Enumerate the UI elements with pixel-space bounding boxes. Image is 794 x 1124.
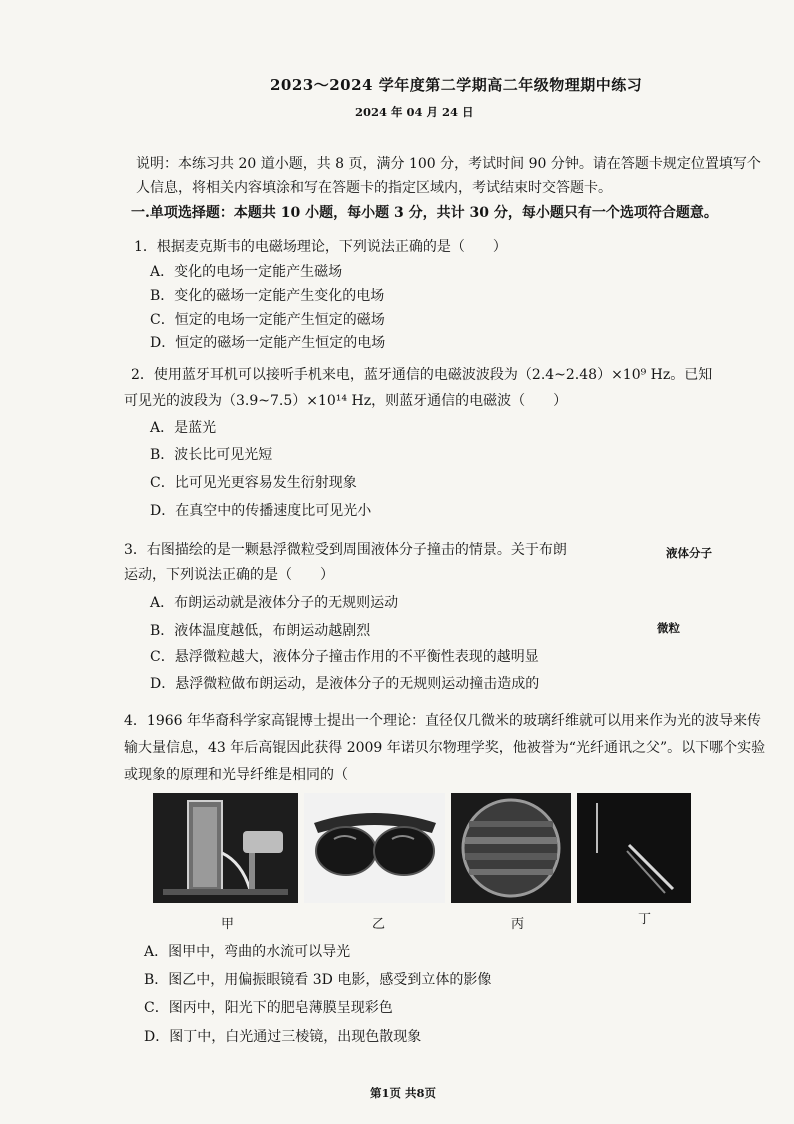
page-title: 2023～2024 学年度第二学期高二年级物理期中练习 bbox=[270, 76, 643, 94]
question-1-option-a: A．变化的电场一定能产生磁场 bbox=[150, 264, 343, 280]
question-3-stem-line2: 运动，下列说法正确的是（ ） bbox=[124, 567, 334, 583]
question-1-option-c: C．恒定的电场一定能产生恒定的磁场 bbox=[150, 312, 385, 328]
question-2-option-d: D．在真空中的传播速度比可见光小 bbox=[150, 503, 372, 519]
exam-date: 2024 年 04 月 24 日 bbox=[355, 105, 474, 119]
caption-ding: 丁 bbox=[638, 912, 652, 927]
page-footer: 第1页 共8页 bbox=[370, 1086, 437, 1100]
figure-label-molecule: 液体分子 bbox=[666, 546, 712, 560]
question-2-option-c: C．比可见光更容易发生衍射现象 bbox=[150, 475, 357, 491]
instructions: 说明：本练习共 20 道小题，共 8 页，满分 100 分，考试时间 90 分钟。请在答题卡规定位置填写个人信息，将相关内容填涂和写在答题卡的指定区域内，考试结束时交答题卡。 bbox=[136, 156, 761, 196]
question-2-option-b: B．波长比可见光短 bbox=[150, 447, 273, 463]
caption-jia: 甲 bbox=[221, 917, 235, 932]
figure-prism-dispersion bbox=[577, 793, 691, 903]
question-1-stem: 1．根据麦克斯韦的电磁场理论，下列说法正确的是（ ） bbox=[134, 239, 507, 255]
caption-bing: 丙 bbox=[511, 917, 525, 932]
question-4-option-a: A．图甲中，弯曲的水流可以导光 bbox=[144, 944, 351, 960]
question-3-option-b: B．液体温度越低，布朗运动越剧烈 bbox=[150, 623, 371, 639]
section-heading: 一.单项选择题：本题共 10 小题，每小题 3 分，共计 30 分，每小题只有一个选项符合题意。 bbox=[131, 205, 718, 221]
question-2-option-a: A．是蓝光 bbox=[150, 420, 217, 436]
question-2-stem-line1: 2．使用蓝牙耳机可以接听手机来电，蓝牙通信的电磁波波段为（2.4~2.48）×10⁹ Hz。已知 bbox=[131, 367, 713, 383]
question-4-option-d: D．图丁中，白光通过三棱镜，出现色散现象 bbox=[144, 1029, 422, 1045]
caption-yi: 乙 bbox=[372, 917, 386, 932]
question-3-stem-line1: 3．右图描绘的是一颗悬浮微粒受到周围液体分子撞击的情景。关于布朗 bbox=[124, 542, 567, 558]
question-4-option-b: B．图乙中，用偏振眼镜看 3D 电影，感受到立体的影像 bbox=[144, 972, 492, 988]
question-3-option-a: A．布朗运动就是液体分子的无规则运动 bbox=[150, 595, 399, 611]
question-4-stem: 4．1966 年华裔科学家高锟博士提出一个理论：直径仅几微米的玻璃纤维就可以用来作为光的波导来传输大量信息，43 年后高锟因此获得 2009 年诺贝尔物理学奖，他被誉为“光纤通讯之父”。以下哪个实验或现象的原理和光导纤维是相同的（ bbox=[124, 713, 766, 783]
figure-soap-film bbox=[451, 793, 571, 903]
question-1-option-d: D．恒定的磁场一定能产生恒定的电场 bbox=[150, 335, 386, 351]
question-4-option-c: C．图丙中，阳光下的肥皂薄膜呈现彩色 bbox=[144, 1000, 393, 1016]
figure-water-stream bbox=[153, 793, 298, 903]
question-1-option-b: B．变化的磁场一定能产生变化的电场 bbox=[150, 288, 385, 304]
question-3-option-c: C．悬浮微粒越大，液体分子撞击作用的不平衡性表现的越明显 bbox=[150, 649, 539, 665]
figure-label-particle: 微粒 bbox=[657, 621, 680, 635]
question-2-stem-line2: 可见光的波段为（3.9~7.5）×10¹⁴ Hz，则蓝牙通信的电磁波（ ） bbox=[124, 393, 568, 409]
question-3-option-d: D．悬浮微粒做布朗运动，是液体分子的无规则运动撞击造成的 bbox=[150, 676, 540, 692]
figure-polarized-glasses bbox=[304, 793, 445, 903]
